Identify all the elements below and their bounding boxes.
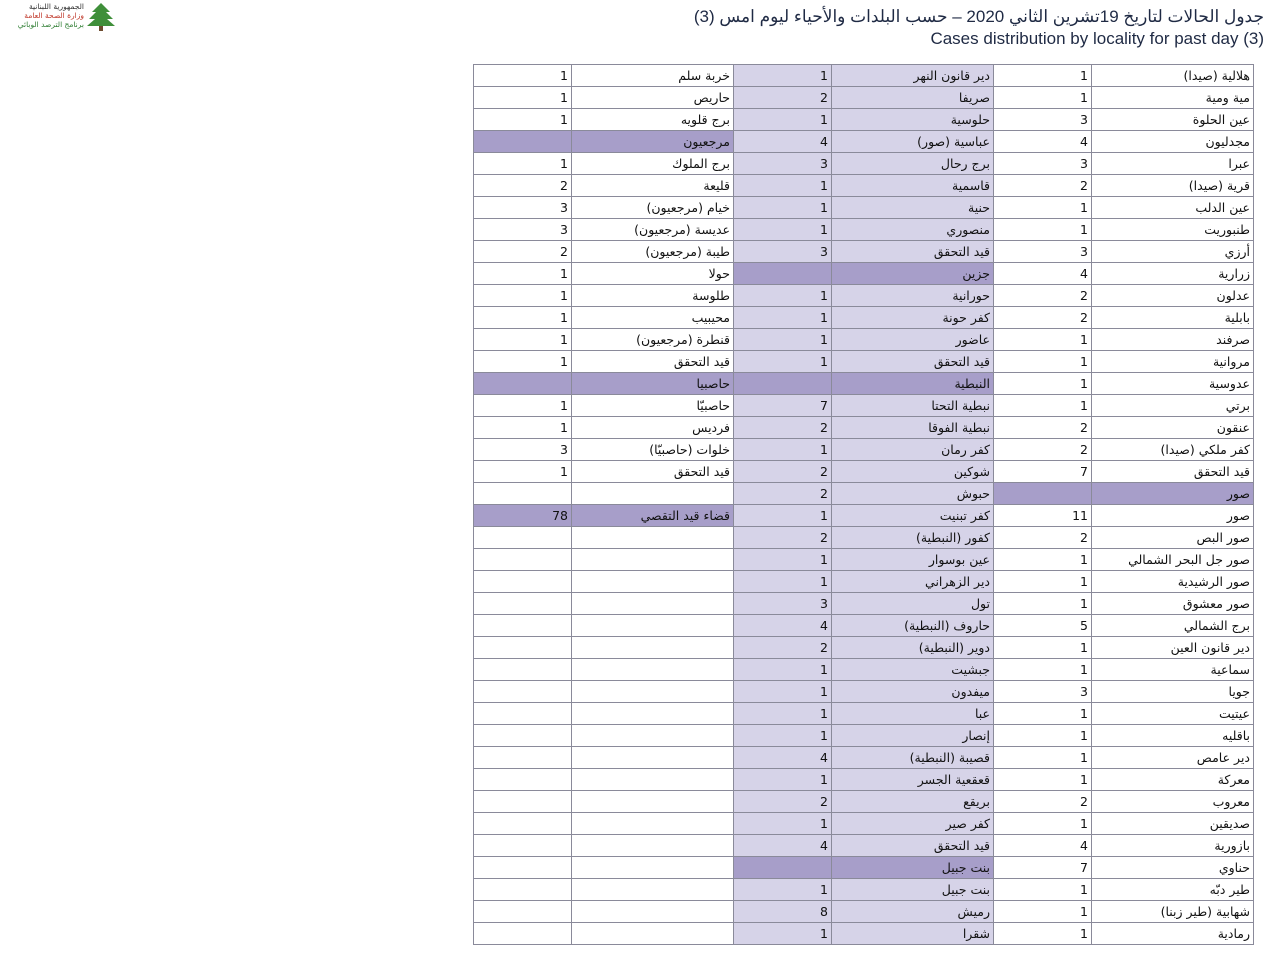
locality-name-cell: صريفا [832,87,994,109]
locality-name-cell: نبطية الفوقا [832,417,994,439]
case-count-cell: 2 [734,417,832,439]
locality-name-cell [572,571,734,593]
locality-name-cell: قعقعية الجسر [832,769,994,791]
case-count-cell: 2 [734,461,832,483]
case-count-cell [474,131,572,153]
locality-name-cell: برتي [1092,395,1254,417]
case-count-cell: 1 [994,901,1092,923]
case-count-cell [474,791,572,813]
locality-name-cell: ميفدون [832,681,994,703]
locality-name-cell: جبشيت [832,659,994,681]
locality-name-cell: قنطرة (مرجعيون) [572,329,734,351]
case-count-cell: 8 [734,901,832,923]
case-count-cell: 1 [994,593,1092,615]
locality-name-cell [572,659,734,681]
case-count-cell: 2 [994,527,1092,549]
locality-name-cell [572,593,734,615]
locality-name-cell: حولا [572,263,734,285]
case-count-cell [994,483,1092,505]
locality-name-cell: صور معشوق [1092,593,1254,615]
locality-name-cell [572,725,734,747]
locality-name-cell: برج الملوك [572,153,734,175]
locality-name-cell: بنت جبيل [832,857,994,879]
case-count-cell: 1 [994,197,1092,219]
title-arabic: جدول الحالات لتاريخ 19تشرين الثاني 2020 – حسب البلدات والأحياء ليوم امس (3) [693,7,1264,26]
case-count-cell: 2 [474,241,572,263]
locality-name-cell [572,681,734,703]
locality-name-cell [572,791,734,813]
locality-name-cell: شهابية (طير زبنا) [1092,901,1254,923]
locality-name-cell: عين الدلب [1092,197,1254,219]
case-count-cell [474,571,572,593]
locality-name-cell: طيبة (مرجعيون) [572,241,734,263]
case-count-cell [474,923,572,945]
case-count-cell: 4 [994,263,1092,285]
locality-name-cell: قيد التحقق [572,351,734,373]
case-count-cell: 1 [994,87,1092,109]
locality-name-cell: طير دبّه [1092,879,1254,901]
case-count-cell: 2 [994,439,1092,461]
logo-line-1: الجمهورية اللبنانية [28,2,84,11]
cedar-emblem-icon [85,2,117,32]
locality-name-cell: حاروف (النبطية) [832,615,994,637]
case-count-cell: 2 [734,87,832,109]
case-count-cell: 3 [994,153,1092,175]
locality-name-cell: منصوري [832,219,994,241]
case-count-cell: 1 [994,659,1092,681]
locality-name-cell: معركة [1092,769,1254,791]
locality-name-cell [572,879,734,901]
locality-name-cell: قيد التحقق [1092,461,1254,483]
case-count-cell [474,813,572,835]
locality-name-cell: عين بوسوار [832,549,994,571]
locality-name-cell: طنبوريت [1092,219,1254,241]
case-count-cell: 3 [474,439,572,461]
locality-name-cell: عبرا [1092,153,1254,175]
case-count-cell: 1 [734,769,832,791]
case-count-cell: 1 [994,329,1092,351]
case-count-cell: 4 [734,131,832,153]
locality-name-cell: صور [1092,505,1254,527]
case-count-cell: 3 [994,681,1092,703]
case-count-cell [474,637,572,659]
locality-name-cell: هلالية (صيدا) [1092,65,1254,87]
locality-name-cell: حاصبيّا [572,395,734,417]
case-count-cell: 3 [734,593,832,615]
case-count-cell: 1 [734,351,832,373]
case-count-cell: 1 [734,659,832,681]
locality-name-cell: دير قانون العين [1092,637,1254,659]
case-count-cell: 4 [734,615,832,637]
locality-name-cell: عين الحلوة [1092,109,1254,131]
case-count-cell [734,373,832,395]
case-count-cell: 1 [474,87,572,109]
case-count-cell [474,659,572,681]
case-count-cell: 7 [994,857,1092,879]
case-count-cell: 2 [994,417,1092,439]
case-count-cell: 1 [734,549,832,571]
locality-name-cell: حاريص [572,87,734,109]
locality-name-cell [572,637,734,659]
case-count-cell: 1 [474,351,572,373]
case-count-cell: 4 [994,131,1092,153]
case-count-cell: 1 [734,197,832,219]
case-count-cell: 1 [994,769,1092,791]
locality-name-cell: كفر تبنيت [832,505,994,527]
locality-name-cell: محيبيب [572,307,734,329]
case-count-cell: 1 [994,637,1092,659]
locality-name-cell: حبوش [832,483,994,505]
case-count-cell: 4 [734,835,832,857]
locality-name-cell: زرارية [1092,263,1254,285]
case-count-cell [474,747,572,769]
case-count-cell [474,549,572,571]
locality-name-cell: نبطية التحتا [832,395,994,417]
locality-name-cell: كفر رمان [832,439,994,461]
case-count-cell: 1 [474,263,572,285]
locality-name-cell [572,615,734,637]
case-count-cell: 1 [734,923,832,945]
case-count-cell: 1 [734,329,832,351]
locality-name-cell: صور الرشيدية [1092,571,1254,593]
locality-name-cell: أرزي [1092,241,1254,263]
locality-name-cell: قيد التحقق [572,461,734,483]
locality-name-cell [572,747,734,769]
locality-name-cell: عدلون [1092,285,1254,307]
case-count-cell: 1 [994,813,1092,835]
locality-name-cell: مية ومية [1092,87,1254,109]
locality-name-cell: شوكين [832,461,994,483]
case-count-cell: 1 [994,351,1092,373]
case-count-cell: 1 [734,175,832,197]
case-count-cell: 3 [734,241,832,263]
page-header [694,6,1264,50]
case-count-cell: 1 [474,153,572,175]
locality-name-cell: فرديس [572,417,734,439]
locality-name-cell: صور [1092,483,1254,505]
locality-name-cell: قيد التحقق [832,351,994,373]
locality-name-cell [572,703,734,725]
locality-name-cell [572,857,734,879]
case-count-cell: 1 [994,923,1092,945]
locality-name-cell: حلوسية [832,109,994,131]
case-count-cell [474,835,572,857]
locality-name-cell: كفور (النبطية) [832,527,994,549]
case-count-cell [734,263,832,285]
locality-name-cell: طلوسة [572,285,734,307]
locality-name-cell [572,527,734,549]
case-count-cell: 1 [994,703,1092,725]
case-count-cell: 1 [474,461,572,483]
locality-name-cell: صديقين [1092,813,1254,835]
case-count-cell: 2 [734,637,832,659]
case-count-cell: 2 [474,175,572,197]
case-count-cell: 1 [994,395,1092,417]
ministry-logo [8,2,112,32]
case-count-cell: 2 [734,527,832,549]
case-count-cell: 1 [734,505,832,527]
locality-name-cell: رميش [832,901,994,923]
locality-name-cell: قيد التحقق [832,835,994,857]
locality-name-cell: بريقع [832,791,994,813]
locality-name-cell: كفر صير [832,813,994,835]
locality-name-cell: باقليه [1092,725,1254,747]
case-count-cell: 1 [734,681,832,703]
case-count-cell: 3 [474,197,572,219]
case-count-cell: 1 [474,307,572,329]
case-count-cell: 3 [994,241,1092,263]
locality-name-cell: عديسة (مرجعيون) [572,219,734,241]
locality-name-cell [572,813,734,835]
locality-name-cell: قرية (صيدا) [1092,175,1254,197]
case-count-cell [474,857,572,879]
case-count-cell [474,879,572,901]
case-count-cell: 1 [474,285,572,307]
case-count-cell: 1 [474,395,572,417]
logo-line-2: وزارة الصحة العامة [24,11,84,20]
case-count-cell [474,703,572,725]
case-count-cell: 1 [474,329,572,351]
locality-name-cell: عاضور [832,329,994,351]
case-count-cell [734,857,832,879]
locality-name-cell: سماعية [1092,659,1254,681]
case-count-cell [474,527,572,549]
case-count-cell [474,483,572,505]
locality-name-cell: عبا [832,703,994,725]
case-count-cell: 1 [734,439,832,461]
locality-name-cell: حاصبيا [572,373,734,395]
case-count-cell: 1 [734,109,832,131]
locality-name-cell [572,835,734,857]
cases-table [473,64,1254,945]
locality-name-cell: صرفند [1092,329,1254,351]
locality-name-cell: مروانية [1092,351,1254,373]
case-count-cell: 1 [474,109,572,131]
locality-name-cell: دير قانون النهر [832,65,994,87]
locality-name-cell [572,483,734,505]
locality-name-cell: معروب [1092,791,1254,813]
case-count-cell: 1 [734,571,832,593]
case-count-cell [474,373,572,395]
locality-name-cell: كفر ملكي (صيدا) [1092,439,1254,461]
case-count-cell: 2 [994,307,1092,329]
locality-name-cell: بازورية [1092,835,1254,857]
case-count-cell: 3 [994,109,1092,131]
case-count-cell: 1 [474,417,572,439]
case-count-cell: 2 [994,285,1092,307]
case-count-cell: 1 [734,879,832,901]
case-count-cell: 1 [994,725,1092,747]
case-count-cell: 2 [734,791,832,813]
locality-name-cell: جزين [832,263,994,285]
case-count-cell: 1 [734,307,832,329]
locality-name-cell: كفر حونة [832,307,994,329]
locality-name-cell: برج الشمالي [1092,615,1254,637]
locality-name-cell: عدوسية [1092,373,1254,395]
locality-name-cell: حنية [832,197,994,219]
case-count-cell: 7 [994,461,1092,483]
case-count-cell: 1 [994,219,1092,241]
case-count-cell [474,901,572,923]
locality-name-cell: قصيبة (النبطية) [832,747,994,769]
logo-text [8,2,84,29]
locality-name-cell: شقرا [832,923,994,945]
case-count-cell: 1 [994,373,1092,395]
title-english: Cases distribution by locality for past day (3) [930,29,1264,48]
locality-name-cell: عباسية (صور) [832,131,994,153]
case-count-cell: 1 [474,65,572,87]
locality-name-cell: قاسمية [832,175,994,197]
case-count-cell [474,615,572,637]
locality-name-cell: النبطية [832,373,994,395]
locality-name-cell: عنقون [1092,417,1254,439]
logo-line-3: برنامج الترصد الوبائي [17,20,84,29]
locality-name-cell: برج رحال [832,153,994,175]
locality-name-cell: حورانية [832,285,994,307]
case-count-cell: 1 [994,549,1092,571]
locality-name-cell [572,769,734,791]
locality-name-cell: خيام (مرجعيون) [572,197,734,219]
locality-name-cell: تول [832,593,994,615]
case-count-cell [474,681,572,703]
locality-name-cell: دير الزهراني [832,571,994,593]
case-count-cell: 1 [734,813,832,835]
case-count-cell [474,769,572,791]
case-count-cell: 1 [734,219,832,241]
locality-name-cell: خلوات (حاصبيّا) [572,439,734,461]
case-count-cell [474,593,572,615]
locality-name-cell: إنصار [832,725,994,747]
case-count-cell: 4 [994,835,1092,857]
locality-name-cell: قيد التحقق [832,241,994,263]
locality-name-cell: دير عامص [1092,747,1254,769]
locality-name-cell: مرجعيون [572,131,734,153]
locality-name-cell [572,901,734,923]
locality-name-cell: جويا [1092,681,1254,703]
locality-name-cell [572,923,734,945]
case-count-cell: 1 [734,285,832,307]
case-count-cell: 3 [474,219,572,241]
locality-name-cell: دوير (النبطية) [832,637,994,659]
case-count-cell: 1 [734,65,832,87]
locality-name-cell: بابلية [1092,307,1254,329]
case-count-cell: 1 [994,879,1092,901]
locality-name-cell: صور جل البحر الشمالي [1092,549,1254,571]
case-count-cell: 1 [994,65,1092,87]
locality-name-cell: عيتيت [1092,703,1254,725]
case-count-cell: 3 [734,153,832,175]
locality-name-cell: صور البص [1092,527,1254,549]
case-count-cell: 2 [734,483,832,505]
locality-name-cell: مجدليون [1092,131,1254,153]
case-count-cell: 1 [994,571,1092,593]
locality-name-cell: حناوي [1092,857,1254,879]
case-count-cell: 4 [734,747,832,769]
case-count-cell: 1 [734,725,832,747]
locality-name-cell: قضاء قيد التقصي [572,505,734,527]
case-count-cell [474,725,572,747]
case-count-cell: 1 [734,703,832,725]
case-count-cell: 2 [994,175,1092,197]
locality-name-cell [572,549,734,571]
locality-name-cell: خربة سلم [572,65,734,87]
locality-name-cell: بنت جبيل [832,879,994,901]
locality-name-cell: برج قلويه [572,109,734,131]
case-count-cell: 11 [994,505,1092,527]
case-count-cell: 5 [994,615,1092,637]
locality-name-cell: قليعة [572,175,734,197]
case-count-cell: 1 [994,747,1092,769]
case-count-cell: 7 [734,395,832,417]
case-count-cell: 78 [474,505,572,527]
case-count-cell: 2 [994,791,1092,813]
locality-name-cell: رمادية [1092,923,1254,945]
